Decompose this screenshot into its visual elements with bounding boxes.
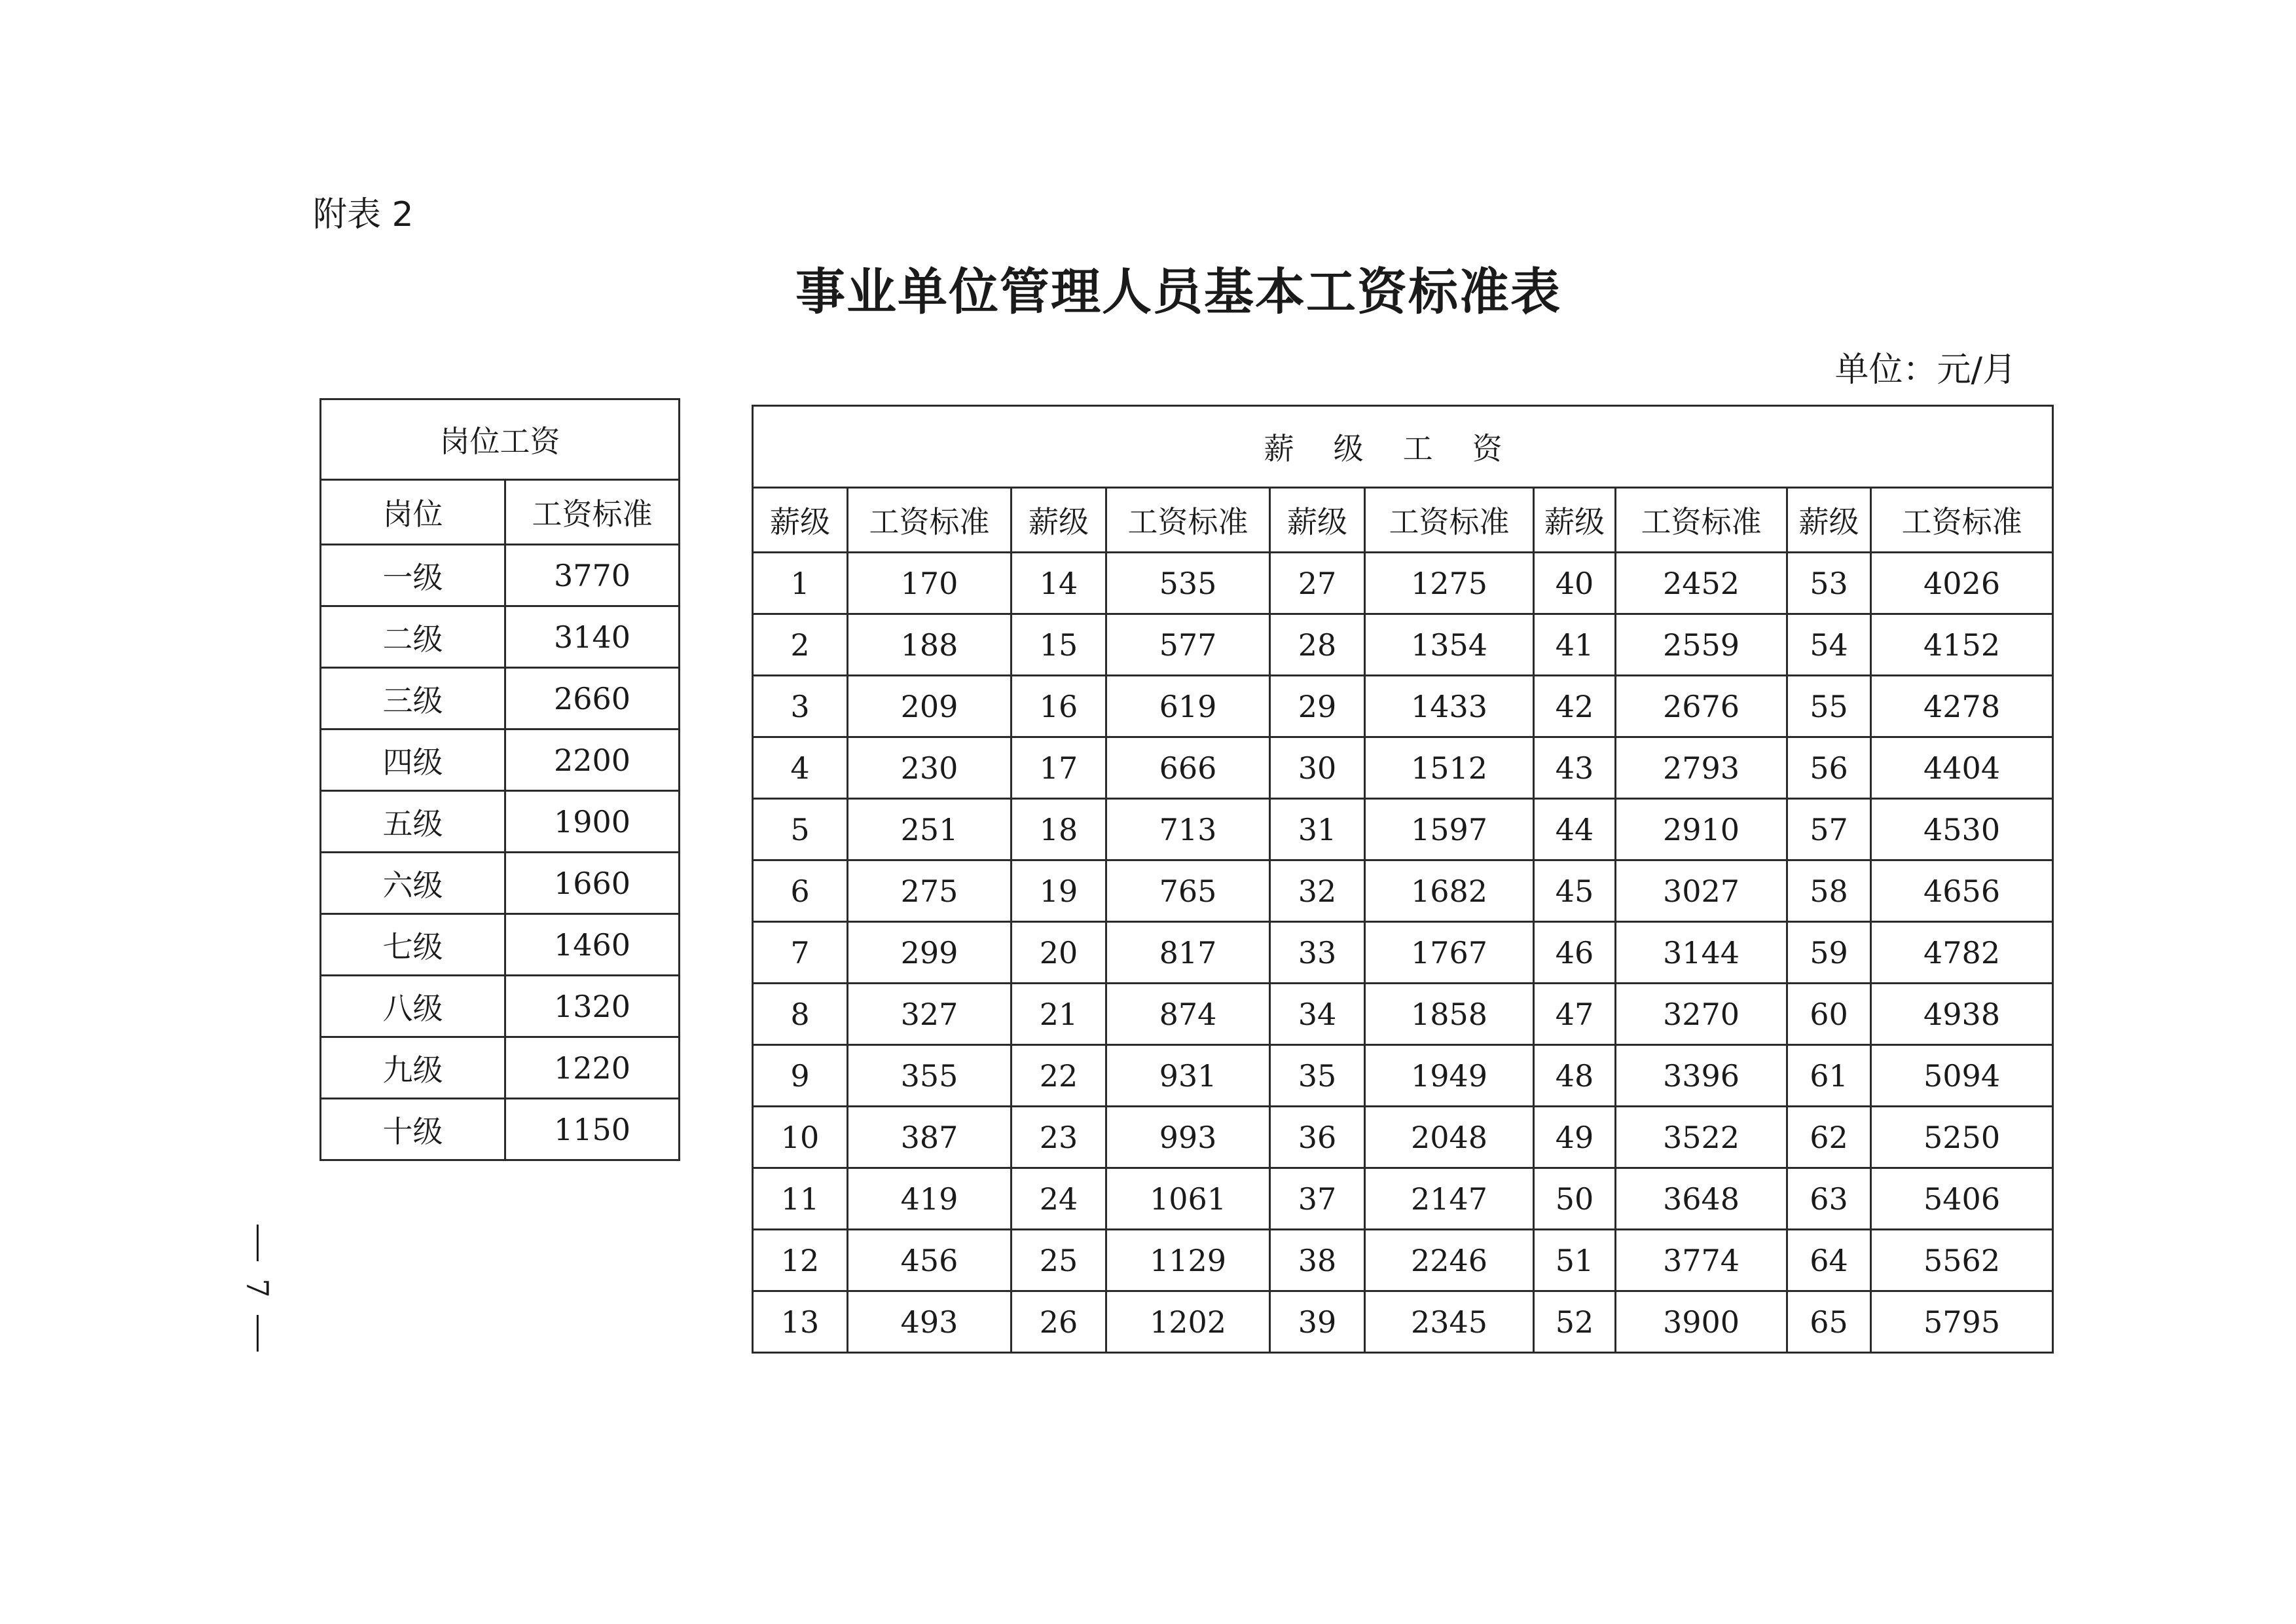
salary-cell: 874 xyxy=(1106,984,1270,1045)
salary-cell: 1275 xyxy=(1365,553,1534,614)
table-row xyxy=(321,606,680,668)
standard-column-header: 工资标准 xyxy=(1616,488,1787,553)
grade-cell: 27 xyxy=(1270,553,1365,614)
salary-cell: 2147 xyxy=(1365,1168,1534,1230)
salary-cell: 355 xyxy=(848,1045,1011,1107)
post-level-cell: 五级 xyxy=(321,791,505,853)
grade-cell: 35 xyxy=(1270,1045,1365,1107)
salary-cell: 2793 xyxy=(1616,737,1787,799)
post-salary-cell: 1900 xyxy=(505,791,680,853)
table-row xyxy=(753,553,2053,614)
salary-cell: 2559 xyxy=(1616,614,1787,676)
grade-column-header: 薪级 xyxy=(1534,488,1616,553)
grade-cell: 2 xyxy=(753,614,848,676)
salary-cell: 993 xyxy=(1106,1107,1270,1168)
table-row xyxy=(753,737,2053,799)
salary-cell: 3270 xyxy=(1616,984,1787,1045)
scale-table-caption: 薪级工资 xyxy=(753,406,2053,488)
grade-cell: 29 xyxy=(1270,676,1365,737)
table-row xyxy=(321,545,680,606)
salary-cell: 817 xyxy=(1106,922,1270,984)
salary-cell: 2676 xyxy=(1616,676,1787,737)
post-level-cell: 六级 xyxy=(321,853,505,914)
grade-cell: 34 xyxy=(1270,984,1365,1045)
grade-cell: 12 xyxy=(753,1230,848,1291)
table-row xyxy=(753,799,2053,860)
grade-cell: 15 xyxy=(1011,614,1106,676)
grade-cell: 8 xyxy=(753,984,848,1045)
salary-cell: 4026 xyxy=(1871,553,2053,614)
salary-cell: 209 xyxy=(848,676,1011,737)
grade-cell: 11 xyxy=(753,1168,848,1230)
salary-cell: 3648 xyxy=(1616,1168,1787,1230)
salary-cell: 4278 xyxy=(1871,676,2053,737)
grade-cell: 52 xyxy=(1534,1291,1616,1353)
salary-cell: 1858 xyxy=(1365,984,1534,1045)
post-level-cell: 二级 xyxy=(321,606,505,668)
grade-cell: 54 xyxy=(1787,614,1871,676)
salary-cell: 4938 xyxy=(1871,984,2053,1045)
grade-cell: 18 xyxy=(1011,799,1106,860)
grade-cell: 49 xyxy=(1534,1107,1616,1168)
grade-cell: 39 xyxy=(1270,1291,1365,1353)
table-row xyxy=(321,914,680,976)
grade-cell: 7 xyxy=(753,922,848,984)
post-column-header: 岗位 xyxy=(321,480,505,545)
grade-cell: 20 xyxy=(1011,922,1106,984)
unit-label: 单位：元/月 xyxy=(1834,350,2016,390)
grade-cell: 37 xyxy=(1270,1168,1365,1230)
grade-cell: 45 xyxy=(1534,860,1616,922)
post-salary-cell: 1220 xyxy=(505,1037,680,1099)
page-number-dash-top xyxy=(257,1225,259,1261)
grade-cell: 9 xyxy=(753,1045,848,1107)
salary-cell: 170 xyxy=(848,553,1011,614)
page-number xyxy=(241,1225,274,1352)
salary-cell: 666 xyxy=(1106,737,1270,799)
salary-cell: 3522 xyxy=(1616,1107,1787,1168)
salary-cell: 2452 xyxy=(1616,553,1787,614)
salary-cell: 5562 xyxy=(1871,1230,2053,1291)
grade-cell: 44 xyxy=(1534,799,1616,860)
table-row xyxy=(753,1291,2053,1353)
post-level-cell: 十级 xyxy=(321,1099,505,1160)
post-salary-cell: 2660 xyxy=(505,668,680,729)
salary-cell: 2910 xyxy=(1616,799,1787,860)
grade-column-header: 薪级 xyxy=(1011,488,1106,553)
salary-cell: 765 xyxy=(1106,860,1270,922)
salary-cell: 419 xyxy=(848,1168,1011,1230)
grade-column-header: 薪级 xyxy=(753,488,848,553)
salary-cell: 2048 xyxy=(1365,1107,1534,1168)
salary-cell: 4404 xyxy=(1871,737,2053,799)
annex-label: 附表 2 xyxy=(313,195,414,234)
grade-cell: 38 xyxy=(1270,1230,1365,1291)
table-row xyxy=(753,676,2053,737)
salary-cell: 2345 xyxy=(1365,1291,1534,1353)
salary-cell: 1129 xyxy=(1106,1230,1270,1291)
grade-cell: 1 xyxy=(753,553,848,614)
post-level-cell: 九级 xyxy=(321,1037,505,1099)
salary-cell: 493 xyxy=(848,1291,1011,1353)
post-level-cell: 七级 xyxy=(321,914,505,976)
grade-cell: 30 xyxy=(1270,737,1365,799)
salary-cell: 1354 xyxy=(1365,614,1534,676)
scale-salary-table xyxy=(752,405,2054,1354)
page-number-dash-bottom xyxy=(257,1315,259,1352)
grade-cell: 24 xyxy=(1011,1168,1106,1230)
grade-cell: 4 xyxy=(753,737,848,799)
grade-cell: 23 xyxy=(1011,1107,1106,1168)
table-row xyxy=(753,1168,2053,1230)
salary-cell: 1512 xyxy=(1365,737,1534,799)
standard-column-header: 工资标准 xyxy=(1106,488,1270,553)
grade-cell: 17 xyxy=(1011,737,1106,799)
salary-cell: 931 xyxy=(1106,1045,1270,1107)
page-number-value: 7 xyxy=(240,1278,275,1298)
post-salary-cell: 2200 xyxy=(505,729,680,791)
salary-cell: 188 xyxy=(848,614,1011,676)
grade-cell: 6 xyxy=(753,860,848,922)
table-row xyxy=(753,922,2053,984)
salary-cell: 230 xyxy=(848,737,1011,799)
grade-cell: 50 xyxy=(1534,1168,1616,1230)
grade-cell: 61 xyxy=(1787,1045,1871,1107)
salary-cell: 4656 xyxy=(1871,860,2053,922)
post-salary-cell: 1320 xyxy=(505,976,680,1037)
table-row xyxy=(321,791,680,853)
salary-cell: 4782 xyxy=(1871,922,2053,984)
grade-cell: 58 xyxy=(1787,860,1871,922)
salary-cell: 5795 xyxy=(1871,1291,2053,1353)
standard-column-header: 工资标准 xyxy=(505,480,680,545)
grade-cell: 42 xyxy=(1534,676,1616,737)
grade-cell: 55 xyxy=(1787,676,1871,737)
table-row xyxy=(753,1045,2053,1107)
salary-cell: 535 xyxy=(1106,553,1270,614)
salary-cell: 1597 xyxy=(1365,799,1534,860)
post-salary-cell: 1460 xyxy=(505,914,680,976)
grade-cell: 32 xyxy=(1270,860,1365,922)
grade-cell: 14 xyxy=(1011,553,1106,614)
salary-cell: 5094 xyxy=(1871,1045,2053,1107)
salary-cell: 1682 xyxy=(1365,860,1534,922)
salary-cell: 1433 xyxy=(1365,676,1534,737)
table-row xyxy=(321,1037,680,1099)
grade-cell: 13 xyxy=(753,1291,848,1353)
grade-column-header: 薪级 xyxy=(1787,488,1871,553)
grade-cell: 43 xyxy=(1534,737,1616,799)
grade-cell: 21 xyxy=(1011,984,1106,1045)
salary-cell: 4152 xyxy=(1871,614,2053,676)
salary-cell: 5406 xyxy=(1871,1168,2053,1230)
table-row xyxy=(753,984,2053,1045)
salary-cell: 1202 xyxy=(1106,1291,1270,1353)
grade-cell: 40 xyxy=(1534,553,1616,614)
grade-cell: 26 xyxy=(1011,1291,1106,1353)
salary-cell: 1061 xyxy=(1106,1168,1270,1230)
salary-cell: 2246 xyxy=(1365,1230,1534,1291)
salary-cell: 3027 xyxy=(1616,860,1787,922)
salary-cell: 3144 xyxy=(1616,922,1787,984)
salary-cell: 3774 xyxy=(1616,1230,1787,1291)
post-salary-cell: 1660 xyxy=(505,853,680,914)
salary-cell: 251 xyxy=(848,799,1011,860)
grade-cell: 19 xyxy=(1011,860,1106,922)
post-table-caption: 岗位工资 xyxy=(321,399,680,480)
post-salary-cell: 3140 xyxy=(505,606,680,668)
grade-column-header: 薪级 xyxy=(1270,488,1365,553)
grade-cell: 62 xyxy=(1787,1107,1871,1168)
table-row xyxy=(321,729,680,791)
grade-cell: 51 xyxy=(1534,1230,1616,1291)
grade-cell: 47 xyxy=(1534,984,1616,1045)
salary-cell: 299 xyxy=(848,922,1011,984)
post-table-body xyxy=(321,545,680,1160)
post-level-cell: 三级 xyxy=(321,668,505,729)
grade-cell: 48 xyxy=(1534,1045,1616,1107)
post-level-cell: 一级 xyxy=(321,545,505,606)
salary-cell: 3900 xyxy=(1616,1291,1787,1353)
post-salary-cell: 1150 xyxy=(505,1099,680,1160)
grade-cell: 31 xyxy=(1270,799,1365,860)
salary-cell: 713 xyxy=(1106,799,1270,860)
table-row xyxy=(321,976,680,1037)
grade-cell: 56 xyxy=(1787,737,1871,799)
grade-cell: 10 xyxy=(753,1107,848,1168)
grade-cell: 63 xyxy=(1787,1168,1871,1230)
post-level-cell: 四级 xyxy=(321,729,505,791)
grade-cell: 41 xyxy=(1534,614,1616,676)
grade-cell: 33 xyxy=(1270,922,1365,984)
grade-cell: 5 xyxy=(753,799,848,860)
salary-cell: 3396 xyxy=(1616,1045,1787,1107)
salary-cell: 327 xyxy=(848,984,1011,1045)
table-row xyxy=(321,668,680,729)
salary-cell: 577 xyxy=(1106,614,1270,676)
salary-cell: 1949 xyxy=(1365,1045,1534,1107)
post-level-cell: 八级 xyxy=(321,976,505,1037)
salary-cell: 619 xyxy=(1106,676,1270,737)
salary-cell: 456 xyxy=(848,1230,1011,1291)
grade-cell: 65 xyxy=(1787,1291,1871,1353)
table-row xyxy=(321,1099,680,1160)
grade-cell: 59 xyxy=(1787,922,1871,984)
table-row xyxy=(753,860,2053,922)
document-title: 事业单位管理人员基本工资标准表 xyxy=(795,263,1561,321)
grade-cell: 22 xyxy=(1011,1045,1106,1107)
standard-column-header: 工资标准 xyxy=(1871,488,2053,553)
post-salary-cell: 3770 xyxy=(505,545,680,606)
grade-cell: 25 xyxy=(1011,1230,1106,1291)
scale-table-body xyxy=(753,553,2053,1353)
grade-cell: 60 xyxy=(1787,984,1871,1045)
grade-cell: 36 xyxy=(1270,1107,1365,1168)
table-row xyxy=(321,853,680,914)
salary-cell: 275 xyxy=(848,860,1011,922)
salary-cell: 4530 xyxy=(1871,799,2053,860)
grade-cell: 16 xyxy=(1011,676,1106,737)
standard-column-header: 工资标准 xyxy=(848,488,1011,553)
table-row xyxy=(753,1230,2053,1291)
grade-cell: 3 xyxy=(753,676,848,737)
grade-cell: 28 xyxy=(1270,614,1365,676)
table-row xyxy=(753,1107,2053,1168)
grade-cell: 64 xyxy=(1787,1230,1871,1291)
standard-column-header: 工资标准 xyxy=(1365,488,1534,553)
table-row xyxy=(753,614,2053,676)
grade-cell: 46 xyxy=(1534,922,1616,984)
salary-cell: 387 xyxy=(848,1107,1011,1168)
scale-header-row xyxy=(753,488,2053,553)
grade-cell: 57 xyxy=(1787,799,1871,860)
salary-cell: 5250 xyxy=(1871,1107,2053,1168)
post-salary-table xyxy=(319,398,680,1161)
salary-cell: 1767 xyxy=(1365,922,1534,984)
grade-cell: 53 xyxy=(1787,553,1871,614)
